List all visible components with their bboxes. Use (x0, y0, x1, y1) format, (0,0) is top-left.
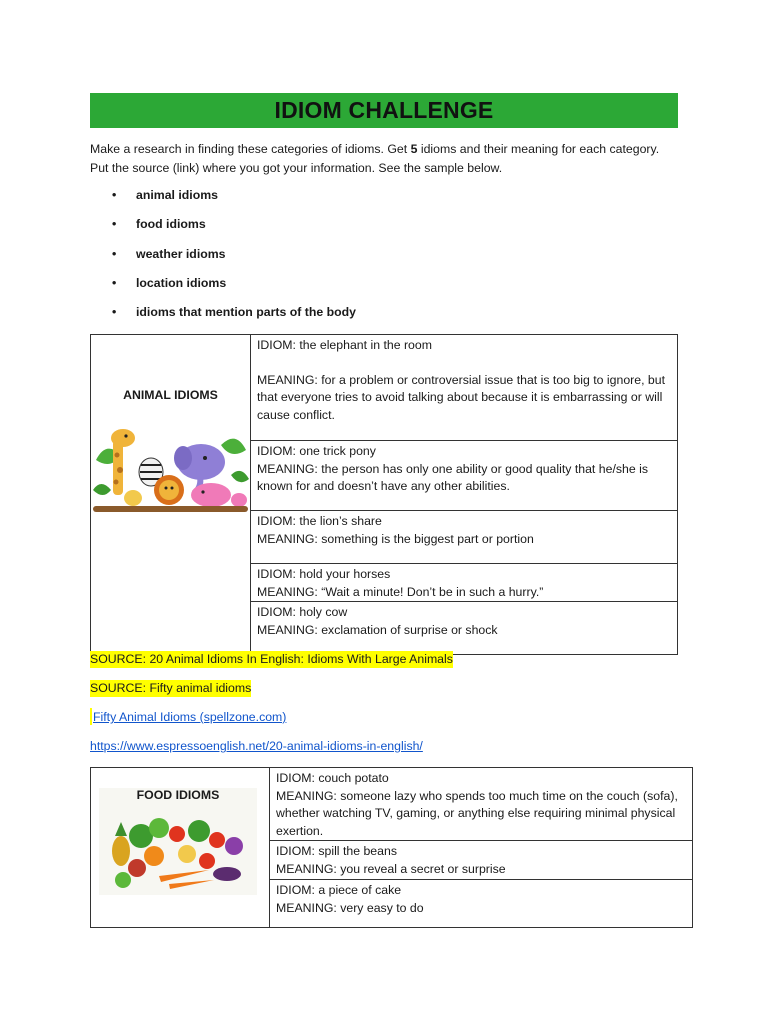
list-item (112, 188, 356, 217)
idiom-cell (270, 880, 693, 928)
list-item (112, 217, 356, 246)
highlight-marker (90, 708, 92, 725)
bullet-icon: • (112, 188, 117, 202)
source-text: SOURCE: 20 Animal Idioms In English: Idioms With Large Animals (90, 652, 453, 666)
food-illustration (99, 806, 257, 894)
category-label: FOOD IDIOMS (136, 788, 220, 802)
page-title: IDIOM CHALLENGE (274, 97, 494, 123)
idiom-text: IDIOM: the lion’s share (257, 514, 382, 528)
idiom-text: IDIOM: couch potato (276, 771, 389, 785)
idiom-text: IDIOM: holy cow (257, 605, 348, 619)
bullet-icon: • (112, 246, 117, 261)
food-idioms-table (90, 767, 693, 928)
idiom-cell (270, 841, 693, 880)
instructions-text: idioms and their meaning for each category. (417, 142, 660, 156)
idiom-text: IDIOM: the elephant in the room (257, 338, 432, 352)
meaning-text: MEANING: very easy to do (276, 900, 424, 915)
animal-idioms-table (90, 334, 678, 655)
idiom-cell (251, 441, 678, 511)
title-bar (90, 93, 678, 128)
idiom-text: IDIOM: one trick pony (257, 444, 376, 458)
idiom-text: IDIOM: hold your horses (257, 567, 391, 581)
idiom-entry (270, 768, 692, 840)
category-label: location idioms (136, 275, 227, 290)
idiom-cell (270, 768, 693, 841)
idiom-entry (270, 880, 692, 917)
instructions-line-2: Put the source (link) where you got your information. See the sample below. (90, 161, 503, 175)
source-text: SOURCE: Fifty animal idioms (90, 681, 252, 695)
bullet-icon: • (112, 217, 117, 232)
source-link[interactable]: Fifty Animal Idioms (spellzone.com) (93, 710, 287, 724)
bullet-icon: • (112, 275, 117, 290)
category-label: weather idioms (136, 246, 226, 261)
idiom-entry (251, 602, 677, 639)
food-image-frame (99, 788, 257, 895)
idiom-entry (270, 841, 692, 878)
table-row (91, 768, 693, 841)
idiom-text: IDIOM: a piece of cake (276, 883, 402, 897)
idiom-entry (251, 564, 677, 601)
idiom-count: 5 (410, 142, 418, 156)
idiom-cell (251, 335, 678, 441)
meaning-text: MEANING: exclamation of surprise or shock (257, 622, 498, 637)
idiom-cell (251, 564, 678, 602)
category-list (112, 188, 356, 334)
instructions-line-1 (90, 140, 690, 159)
meaning-text: MEANING: something is the biggest part or portion (257, 531, 534, 546)
meaning-text: MEANING: someone lazy who spends too much time on the couch (sofa), whether watching TV, gaming, or anything else requiring minimal physical exertion. (276, 788, 678, 838)
table-row (91, 335, 678, 441)
instructions (90, 140, 690, 178)
category-label: food idioms (136, 217, 206, 232)
spacer (257, 355, 671, 372)
source-link[interactable]: https://www.espressoenglish.net/20-animal-idioms-in-english/ (90, 739, 423, 753)
meaning-text: MEANING: “Wait a minute! Don’t be in such a hurry.” (257, 584, 544, 599)
category-cell (91, 768, 270, 928)
idiom-entry (251, 511, 677, 548)
category-label: idioms that mention parts of the body (136, 305, 356, 320)
category-cell (91, 335, 251, 655)
idiom-entry (251, 441, 677, 496)
category-label: animal idioms (136, 188, 219, 202)
idiom-cell (251, 602, 678, 655)
bullet-icon: • (112, 305, 117, 320)
category-label: ANIMAL IDIOMS (123, 388, 218, 402)
list-item (112, 276, 356, 305)
meaning-text: MEANING: the person has only one ability or good quality that he/she is known for and doesn’t have any other abilities. (257, 461, 648, 493)
list-item (112, 305, 356, 334)
meaning-text: MEANING: you reveal a secret or surprise (276, 861, 506, 876)
idiom-text: IDIOM: spill the beans (276, 844, 397, 858)
idiom-entry (251, 335, 677, 424)
meaning-text: MEANING: for a problem or controversial issue that is too big to ignore, but that everyone tries to avoid talking about because it is embarrassing or will cause conflict. (257, 372, 666, 422)
animals-illustration (91, 420, 250, 520)
idiom-cell (251, 511, 678, 564)
instructions-text: Make a research in finding these categories of idioms. Get (90, 142, 411, 156)
list-item (112, 247, 356, 276)
